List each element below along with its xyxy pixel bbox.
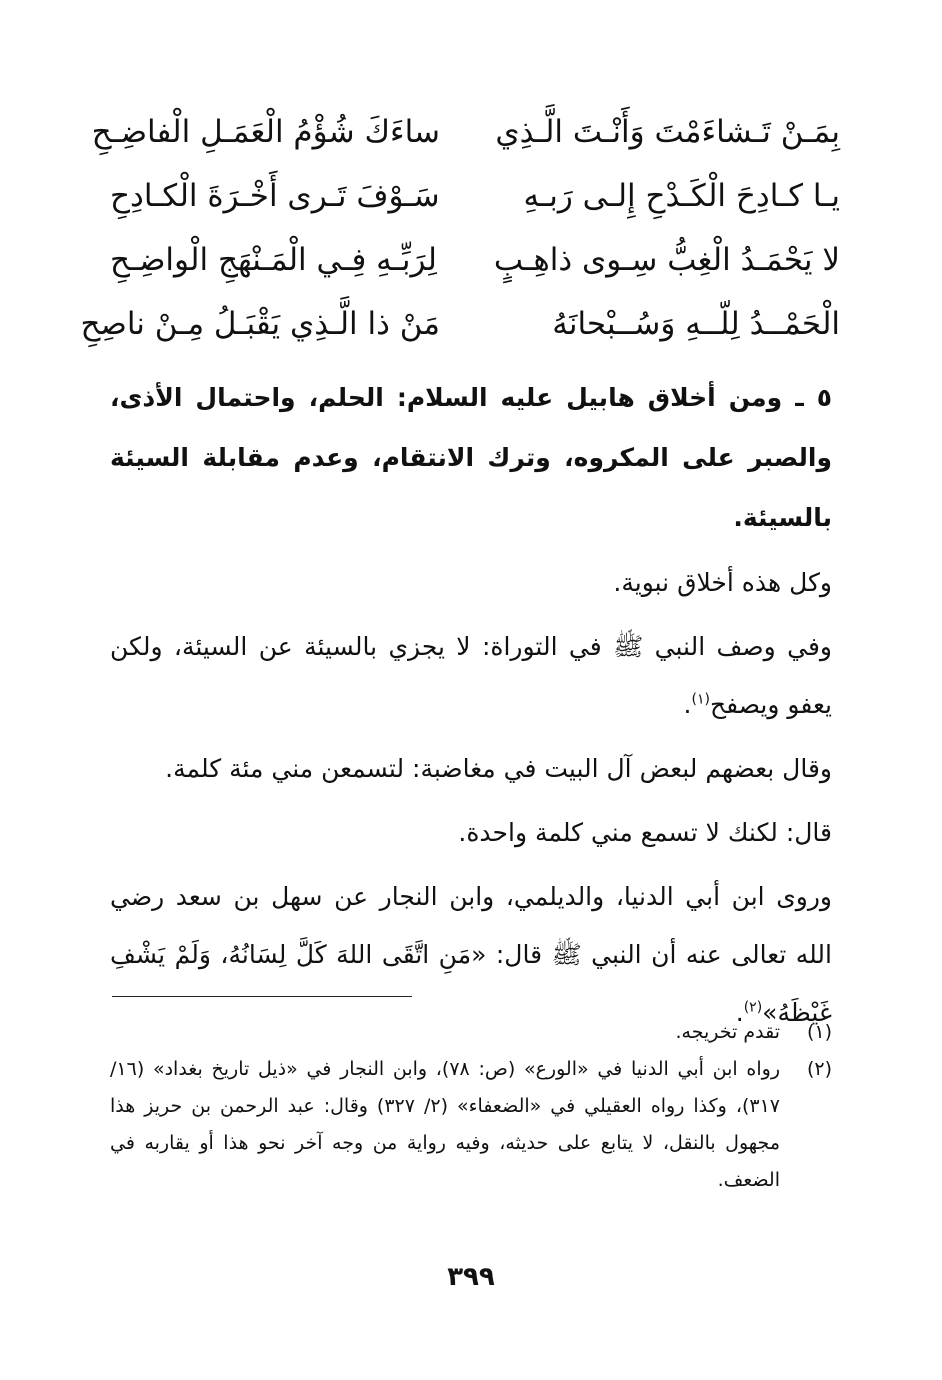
page-number: ٣٩٩	[447, 1262, 495, 1292]
footnote-number: (٢)	[806, 1058, 832, 1080]
poem-verse	[110, 228, 840, 292]
verse-second-hemistich: ساءَكَ شُؤْمُ الْعَمَـلِ الْفاضِـحِ	[91, 114, 440, 150]
footnote-text: رواه ابن أبي الدنيا في «الورع» (ص: ٧٨)، وابن النجار في «ذيل تاريخ بغداد» (١٦/ ٣١٧)، وكذا رواه العقيلي في «الضعفاء» (٢/ ٣٢٧) وقال: عبد الرحمن بن حريز هذا مجهول بالنقل، لا يتابع على حديثه، وفيه رواية من وجه آخر نحو هذا أو يقاربه في الضعف.	[110, 1058, 780, 1191]
body-text	[110, 368, 832, 1042]
verse-second-hemistich: سَـوْفَ تَـرى أَخْـرَةَ الْكـادِحِ	[110, 178, 440, 214]
verse-first-hemistich: الْحَمْــدُ لِلّــهِ وَسُــبْحانَهُ	[552, 306, 840, 342]
footnote	[110, 1014, 832, 1051]
footnote-separator	[112, 996, 412, 997]
section-heading-paragraph	[110, 368, 832, 548]
paragraph-tail: .	[683, 690, 692, 719]
paragraph	[110, 804, 832, 862]
paragraph-text: وفي وصف النبي ﷺ في التوراة: لا يجزي بالسيئة عن السيئة، ولكن يعفو ويصفح	[110, 632, 832, 719]
poem-verse	[91, 100, 840, 164]
paragraph-text: وقال بعضهم لبعض آل البيت في مغاضبة: لتسمعن مني مئة كلمة.	[165, 754, 832, 783]
verse-second-hemistich: لِرَبِّـهِ فِـي الْمَـنْهَجِ الْواضِـحِ	[110, 242, 437, 278]
footnote	[110, 1051, 832, 1199]
paragraph-text: وروى ابن أبي الدنيا، والديلمي، وابن النجار عن سهل بن سعد رضي الله تعالى عنه أن النبي ﷺ قال: «مَنِ اتَّقَى اللهَ كَلَّ لِسَانُهُ، وَلَمْ يَشْفِ غَيْظَهُ»	[110, 882, 832, 1027]
footnote-reference[interactable]: (٢)	[743, 999, 763, 1016]
paragraph	[110, 554, 832, 612]
verse-second-hemistich: مَنْ ذا الَّـذِي يَقْبَـلُ مِـنْ ناصِحِ	[80, 306, 440, 342]
footnote-text: تقدم تخريجه.	[675, 1021, 780, 1043]
verse-first-hemistich: يـا كـادِحَ الْكَـدْحِ إِلـى رَبـهِ	[523, 178, 840, 214]
paragraph-text: ٥ ـ ومن أخلاق هابيل عليه السلام: الحلم، واحتمال الأذى، والصبر على المكروه، وترك الانتقام، وعدم مقابلة السيئة بالسيئة.	[110, 383, 832, 532]
verse-first-hemistich: بِمَـنْ تَـشاءَمْتَ وَأَنْـتَ الَّـذِي	[495, 114, 840, 150]
footnotes	[110, 1014, 832, 1199]
poem-block	[80, 100, 840, 356]
paragraph	[110, 740, 832, 798]
footnote-number: (١)	[806, 1021, 832, 1043]
paragraph-tail: .	[735, 998, 744, 1027]
poem-verse	[110, 164, 840, 228]
footnote-reference[interactable]: (١)	[691, 691, 710, 708]
poem-verse	[80, 292, 840, 356]
paragraph-text: وكل هذه أخلاق نبوية.	[613, 568, 832, 597]
verse-first-hemistich: لا يَحْمَـدُ الْغِبُّ سِـوى ذاهِـبٍ	[493, 242, 840, 278]
paragraph-text: قال: لكنك لا تسمع مني كلمة واحدة.	[458, 818, 832, 847]
paragraph	[110, 618, 832, 734]
